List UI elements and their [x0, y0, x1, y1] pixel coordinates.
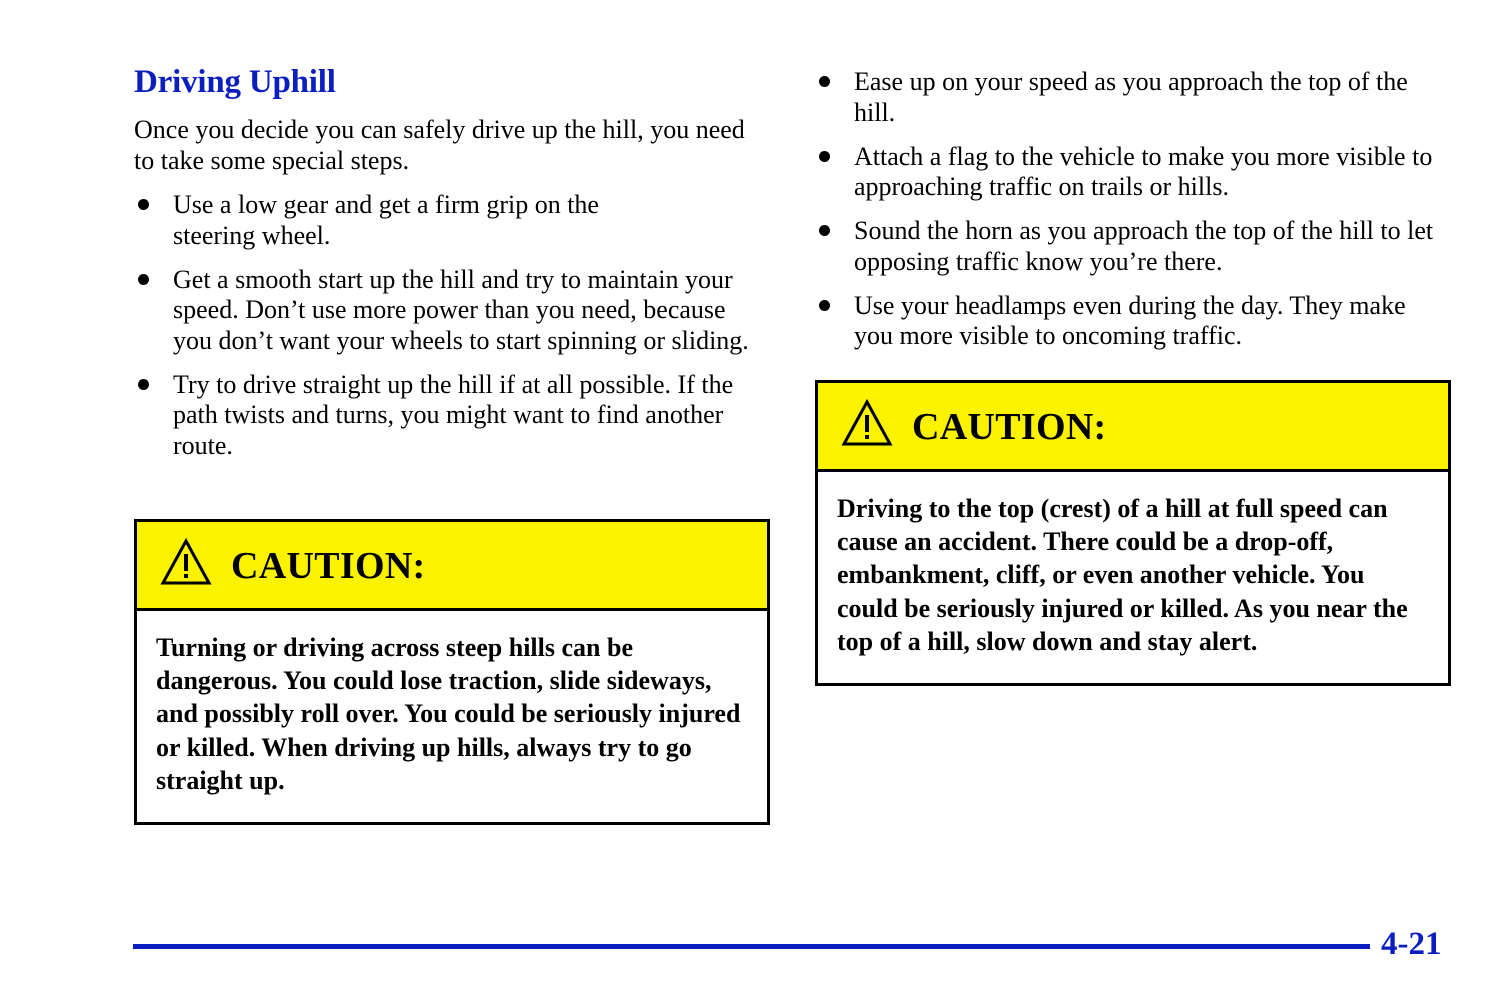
caution-body: Driving to the top (crest) of a hill at full speed can cause an accident. There could be a drop-off, embankment, cliff, or even another vehicle. You could be seriously injured or killed. As you near the top of a hill, slow down and stay alert. — [837, 494, 1408, 656]
list-item — [134, 370, 773, 462]
list-item — [815, 291, 1451, 352]
bullet-icon — [138, 379, 149, 390]
warning-triangle-icon — [841, 399, 893, 447]
bullet-icon — [819, 225, 830, 236]
footer-rule — [133, 944, 1370, 949]
intro-paragraph: Once you decide you can safely drive up the hill, you need to take some special steps. — [134, 115, 745, 175]
page-number: 4-21 — [1381, 926, 1442, 962]
list-item-text: Attach a flag to the vehicle to make you more visible to approaching traffic on trails or hills. — [854, 141, 1433, 201]
list-item-text: Use a low gear and get a firm grip on the steering wheel. — [173, 190, 599, 250]
list-item-text: Try to drive straight up the hill if at all possible. If the path twists and turns, you might want to find another route. — [173, 369, 734, 460]
list-item — [815, 216, 1451, 277]
caution-heading: CAUTION: — [912, 406, 1107, 448]
list-item — [134, 190, 633, 251]
bullet-icon — [819, 151, 830, 162]
caution-header — [137, 522, 767, 611]
hilltop-tips-list — [815, 67, 1451, 365]
list-item — [815, 67, 1414, 128]
caution-box-hill-crest — [815, 380, 1451, 686]
caution-box-steep-hills — [134, 519, 770, 825]
caution-body: Turning or driving across steep hills can be dangerous. You could lose traction, slide sideways, and possibly roll over. You could be seriously injured or killed. When driving up hills, always try to go straight up. — [156, 633, 741, 795]
bullet-icon — [819, 76, 830, 87]
caution-header — [818, 383, 1448, 472]
list-item — [815, 142, 1451, 203]
list-item-text: Use your headlamps even during the day. They make you more visible to oncoming traffic. — [854, 290, 1406, 350]
bullet-icon — [819, 300, 830, 311]
bullet-icon — [138, 274, 149, 285]
bullet-icon — [138, 199, 149, 210]
uphill-tips-list — [134, 190, 770, 475]
caution-heading: CAUTION: — [231, 545, 426, 587]
list-item-text: Ease up on your speed as you approach the top of the hill. — [854, 67, 1408, 127]
warning-triangle-icon — [160, 538, 212, 586]
section-title: Driving Uphill — [134, 64, 336, 100]
list-item — [134, 265, 770, 357]
list-item-text: Get a smooth start up the hill and try to maintain your speed. Don’t use more power than you need, because you don’t want your wheels to start spinning or sliding. — [173, 264, 749, 355]
list-item-text: Sound the horn as you approach the top of the hill to let opposing traffic know you’re there. — [854, 216, 1434, 276]
